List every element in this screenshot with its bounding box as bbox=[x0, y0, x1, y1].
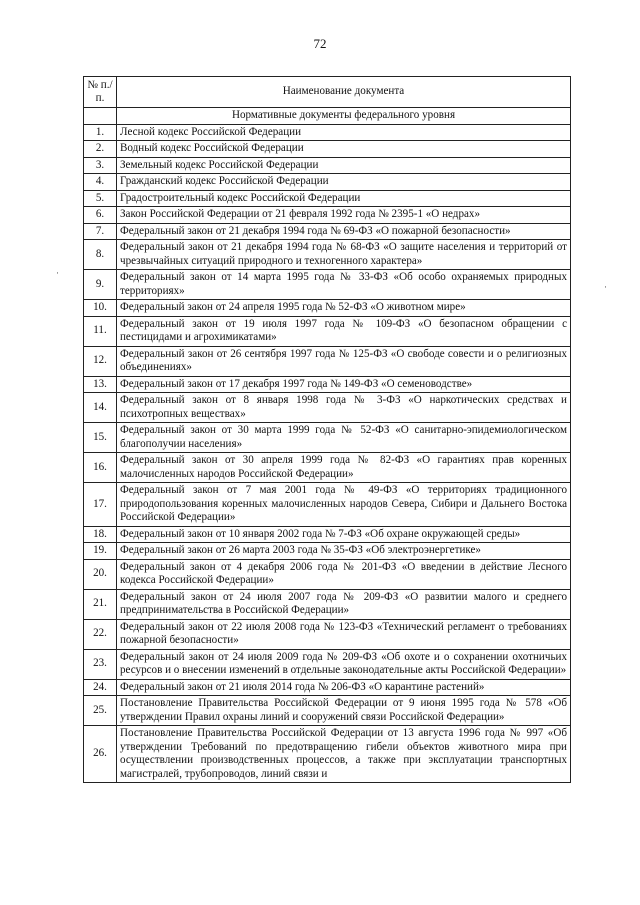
table-row bbox=[84, 124, 571, 141]
table-row bbox=[84, 423, 571, 453]
table-row bbox=[84, 240, 571, 270]
row-number: 16. bbox=[84, 453, 117, 483]
page-number: 72 bbox=[313, 36, 327, 51]
row-document-name: Федеральный закон от 22 июля 2008 года № 123-ФЗ «Технический регламент о требованиях пожарной безопасности» bbox=[117, 619, 571, 649]
row-number: 8. bbox=[84, 240, 117, 270]
row-number: 23. bbox=[84, 649, 117, 679]
table-row bbox=[84, 696, 571, 726]
table-row bbox=[84, 543, 571, 560]
table-header-row bbox=[84, 77, 571, 108]
table-row bbox=[84, 679, 571, 696]
table-row bbox=[84, 190, 571, 207]
row-document-name: Федеральный закон от 24 апреля 1995 года № 52-ФЗ «О животном мире» bbox=[117, 300, 571, 317]
table-row bbox=[84, 453, 571, 483]
table-row bbox=[84, 270, 571, 300]
row-number: 20. bbox=[84, 559, 117, 589]
row-document-name: Федеральный закон от 24 июля 2007 года № 209-ФЗ «О развитии малого и среднего предпринимательства в Российской Федерации» bbox=[117, 589, 571, 619]
table-row bbox=[84, 316, 571, 346]
row-document-name: Земельный кодекс Российской Федерации bbox=[117, 157, 571, 174]
row-document-name: Градостроительный кодекс Российской Федерации bbox=[117, 190, 571, 207]
table-row bbox=[84, 376, 571, 393]
row-document-name: Закон Российской Федерации от 21 февраля 1992 года № 2395-1 «О недрах» bbox=[117, 207, 571, 224]
row-document-name: Федеральный закон от 26 марта 2003 года № 35-ФЗ «Об электроэнергетике» bbox=[117, 543, 571, 560]
table-row bbox=[84, 346, 571, 376]
row-number: 24. bbox=[84, 679, 117, 696]
row-number: 17. bbox=[84, 483, 117, 527]
row-document-name: Федеральный закон от 26 сентября 1997 года № 125-ФЗ «О свободе совести и о религиозных объединениях» bbox=[117, 346, 571, 376]
scan-mark: · bbox=[604, 282, 607, 292]
row-number: 2. bbox=[84, 141, 117, 158]
row-document-name: Федеральный закон от 21 июля 2014 года № 206-ФЗ «О карантине растений» bbox=[117, 679, 571, 696]
row-document-name: Постановление Правительства Российской Федерации от 9 июня 1995 года № 578 «Об утверждении Правил охраны линий и сооружений связи Российской Федерации» bbox=[117, 696, 571, 726]
table-row bbox=[84, 157, 571, 174]
row-number: 4. bbox=[84, 174, 117, 191]
row-document-name: Водный кодекс Российской Федерации bbox=[117, 141, 571, 158]
section-title: Нормативные документы федерального уровня bbox=[117, 108, 571, 125]
row-number: 3. bbox=[84, 157, 117, 174]
table-row bbox=[84, 559, 571, 589]
row-number: 25. bbox=[84, 696, 117, 726]
table-row bbox=[84, 207, 571, 224]
row-document-name: Гражданский кодекс Российской Федерации bbox=[117, 174, 571, 191]
row-number: 12. bbox=[84, 346, 117, 376]
row-document-name: Федеральный закон от 19 июля 1997 года № 109-ФЗ «О безопасном обращении с пестицидами и агрохимикатами» bbox=[117, 316, 571, 346]
row-number: 18. bbox=[84, 526, 117, 543]
row-number: 21. bbox=[84, 589, 117, 619]
row-number: 6. bbox=[84, 207, 117, 224]
row-document-name: Федеральный закон от 21 декабря 1994 года № 69-ФЗ «О пожарной безопасности» bbox=[117, 223, 571, 240]
section-empty-cell bbox=[84, 108, 117, 125]
table-row bbox=[84, 393, 571, 423]
row-number: 1. bbox=[84, 124, 117, 141]
row-document-name: Федеральный закон от 7 мая 2001 года № 49-ФЗ «О территориях традиционного природопользования коренных малочисленных народов Севера, Сибири и Дальнего Востока Российской Федерации» bbox=[117, 483, 571, 527]
row-number: 11. bbox=[84, 316, 117, 346]
row-number: 14. bbox=[84, 393, 117, 423]
section-row bbox=[84, 108, 571, 125]
table-row bbox=[84, 649, 571, 679]
row-number: 19. bbox=[84, 543, 117, 560]
row-document-name: Федеральный закон от 17 декабря 1997 года № 149-ФЗ «О семеноводстве» bbox=[117, 376, 571, 393]
row-document-name: Федеральный закон от 30 марта 1999 года № 52-ФЗ «О санитарно-эпидемиологическом благополучии населения» bbox=[117, 423, 571, 453]
row-document-name: Федеральный закон от 24 июля 2009 года № 209-ФЗ «Об охоте и о сохранении охотничьих ресурсов и о внесении изменений в отдельные законодательные акты Российской Федерации» bbox=[117, 649, 571, 679]
table-row bbox=[84, 619, 571, 649]
row-number: 13. bbox=[84, 376, 117, 393]
table-row bbox=[84, 589, 571, 619]
header-name: Наименование документа bbox=[117, 77, 571, 108]
table-row bbox=[84, 726, 571, 783]
row-number: 7. bbox=[84, 223, 117, 240]
table-row bbox=[84, 526, 571, 543]
table-row bbox=[84, 483, 571, 527]
row-number: 5. bbox=[84, 190, 117, 207]
row-document-name: Федеральный закон от 21 декабря 1994 года № 68-ФЗ «О защите населения и территорий от чрезвычайных ситуаций природного и техногенного характера» bbox=[117, 240, 571, 270]
row-number: 10. bbox=[84, 300, 117, 317]
row-document-name: Лесной кодекс Российской Федерации bbox=[117, 124, 571, 141]
table-row bbox=[84, 223, 571, 240]
row-document-name: Федеральный закон от 4 декабря 2006 года № 201-ФЗ «О введении в действие Лесного кодекса Российской Федерации» bbox=[117, 559, 571, 589]
row-document-name: Федеральный закон от 14 марта 1995 года № 33-ФЗ «Об особо охраняемых природных территориях» bbox=[117, 270, 571, 300]
table-row bbox=[84, 300, 571, 317]
table-row bbox=[84, 141, 571, 158]
row-document-name: Федеральный закон от 30 апреля 1999 года № 82-ФЗ «О гарантиях прав коренных малочисленных народов Российской Федерации» bbox=[117, 453, 571, 483]
row-number: 15. bbox=[84, 423, 117, 453]
table-row bbox=[84, 174, 571, 191]
row-document-name: Федеральный закон от 8 января 1998 года № 3-ФЗ «О наркотических средствах и психотропных веществах» bbox=[117, 393, 571, 423]
row-number: 26. bbox=[84, 726, 117, 783]
documents-table bbox=[83, 76, 571, 783]
header-num: № п./п. bbox=[84, 77, 117, 108]
row-number: 22. bbox=[84, 619, 117, 649]
row-document-name: Постановление Правительства Российской Федерации от 13 августа 1996 года № 997 «Об утверждении Требований по предотвращению гибели объектов животного мира при осуществлении производственных процессов, а также при эксплуатации транспортных магистралей, трубопроводов, линий связи и bbox=[117, 726, 571, 783]
row-document-name: Федеральный закон от 10 января 2002 года № 7-ФЗ «Об охране окружающей среды» bbox=[117, 526, 571, 543]
scan-mark: · bbox=[56, 268, 59, 278]
row-number: 9. bbox=[84, 270, 117, 300]
